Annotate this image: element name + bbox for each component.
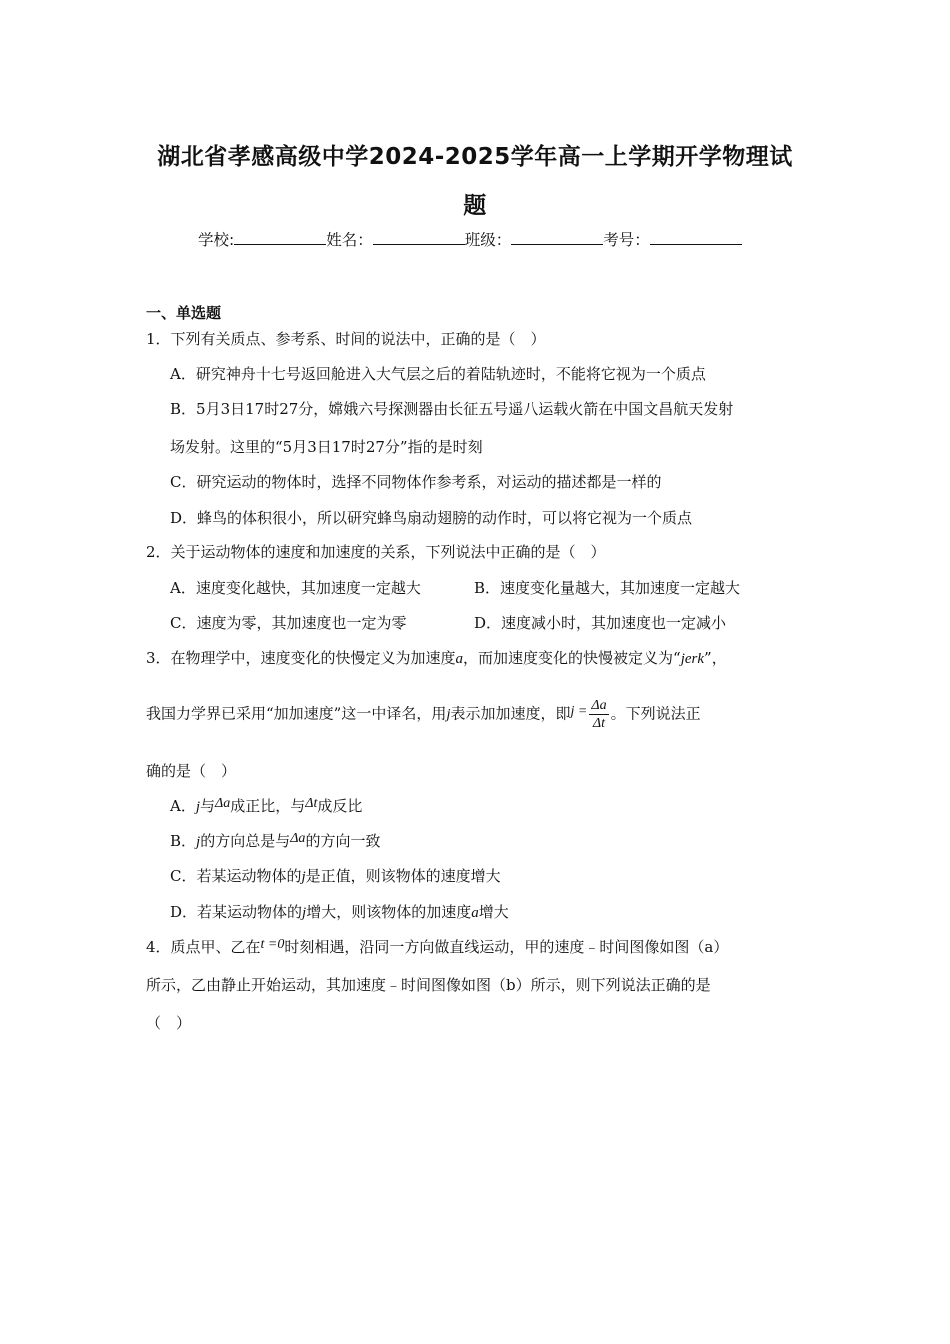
symbol-j: j (302, 905, 307, 921)
q3-b-prefix: B． (170, 832, 197, 850)
formula-lhs: j = (570, 703, 588, 719)
q3-stem-line2 (146, 697, 701, 732)
symbol-a: a (455, 651, 464, 667)
symbol-j: j (301, 869, 306, 885)
exam-title-line2: 题 (463, 193, 487, 219)
school-blank[interactable] (234, 230, 326, 245)
t-equals-zero: t =0 (260, 937, 285, 952)
q1-option-a: A．研究神舟十七号返回舱进入大气层之后的着陆轨迹时，不能将它视为一个质点 (170, 365, 706, 383)
q3-c-text2: 是正值，则该物体的速度增大 (305, 867, 501, 885)
q3-option-b (170, 830, 380, 851)
q4-stem-line2: 所示，乙由静止开始运动，其加速度﹣时间图像如图（b）所示，则下列说法正确的是 (146, 976, 711, 994)
q3-a-prefix: A． (170, 797, 196, 815)
q1-stem: 1．下列有关质点、参考系、时间的说法中，正确的是（ ） (146, 330, 546, 348)
q2-stem: 2．关于运动物体的速度和加速度的关系，下列说法中正确的是（ ） (146, 543, 606, 561)
symbol-j: j (195, 799, 201, 815)
class-label: 班级： (464, 231, 512, 249)
q1-option-b-line2: 场发射。这里的“5月3日17时27分”指的是时刻 (170, 438, 483, 456)
q3-text-1b: ，而加速度变化的快慢被定义为“ (463, 649, 681, 667)
q3-option-c (170, 865, 501, 886)
formula-denominator: Δt (592, 716, 606, 731)
jerk-term: jerk (680, 651, 705, 667)
formula-fraction (589, 697, 608, 732)
symbol-j: j (446, 706, 451, 723)
class-blank[interactable] (511, 230, 603, 245)
q3-option-d (170, 901, 509, 922)
name-label: 姓名： (326, 231, 373, 249)
q1-option-b-line1: B．5月3日17时27分，嫦娥六号探测器由长征五号遥八运载火箭在中国文昌航天发射 (170, 400, 734, 418)
q3-a-text: 与 (200, 797, 216, 815)
name-blank[interactable] (373, 230, 465, 245)
q3-a-text3: 成反比 (317, 797, 363, 815)
delta-a: Δa (290, 831, 306, 846)
q3-d-text3: 增大 (478, 903, 509, 921)
q1-option-c: C．研究运动的物体时，选择不同物体作参考系，对运动的描述都是一样的 (170, 473, 662, 491)
symbol-a: a (471, 905, 479, 921)
q2-option-c: C．速度为零，其加速度也一定为零 (170, 614, 407, 632)
q4-text-1b: 时刻相遇，沿同一方向做直线运动，甲的速度﹣时间图像如图（a） (284, 938, 729, 956)
q3-text-1c: ”， (704, 649, 727, 667)
q3-c-text: C．若某运动物体的 (170, 867, 302, 885)
q1-option-d: D．蜂鸟的体积很小，所以研究蜂鸟扇动翅膀的动作时，可以将它视为一个质点 (170, 509, 693, 527)
school-label: 学校: (198, 231, 235, 249)
formula-numerator: Δa (591, 698, 607, 713)
q3-text-1a: 3．在物理学中，速度变化的快慢定义为加速度 (146, 649, 456, 667)
q3-d-text: D．若某运动物体的 (170, 903, 303, 921)
q3-stem-line3: 确的是（ ） (146, 762, 237, 780)
q2-option-d: D．速度减小时，其加速度也一定减小 (474, 614, 727, 632)
q2-option-a: A．速度变化越快，其加速度一定越大 (170, 579, 421, 597)
student-info-line (198, 228, 742, 250)
section-title: 一、单选题 (146, 304, 222, 322)
q3-stem-line1 (146, 647, 727, 668)
number-blank[interactable] (650, 230, 742, 245)
q3-text-2a: 我国力学界已采用“加加速度”这一中译名，用 (146, 704, 447, 723)
q3-b-text2: 的方向一致 (305, 832, 381, 850)
symbol-j: j (196, 834, 201, 850)
delta-a: Δa (215, 796, 231, 811)
q3-option-a (170, 795, 362, 816)
delta-t: Δt (305, 796, 318, 811)
number-label: 考号： (603, 231, 650, 249)
q4-stem-line3: （ ） (146, 1014, 192, 1032)
q3-a-text2: 成正比，与 (230, 797, 306, 815)
q3-text-2c: 。下列说法正 (610, 704, 701, 723)
q4-text-1a: 4．质点甲、乙在 (146, 938, 261, 956)
q2-option-b: B．速度变化量越大，其加速度一定越大 (474, 579, 741, 597)
q3-b-text: 的方向总是与 (200, 832, 291, 850)
q4-stem-line1 (146, 936, 728, 957)
exam-title-line1: 湖北省孝感高级中学2024-2025学年高一上学期开学物理试 (157, 144, 793, 170)
q3-d-text2: 增大，则该物体的加速度 (306, 903, 472, 921)
q3-text-2b: 表示加加速度，即 (450, 704, 571, 723)
